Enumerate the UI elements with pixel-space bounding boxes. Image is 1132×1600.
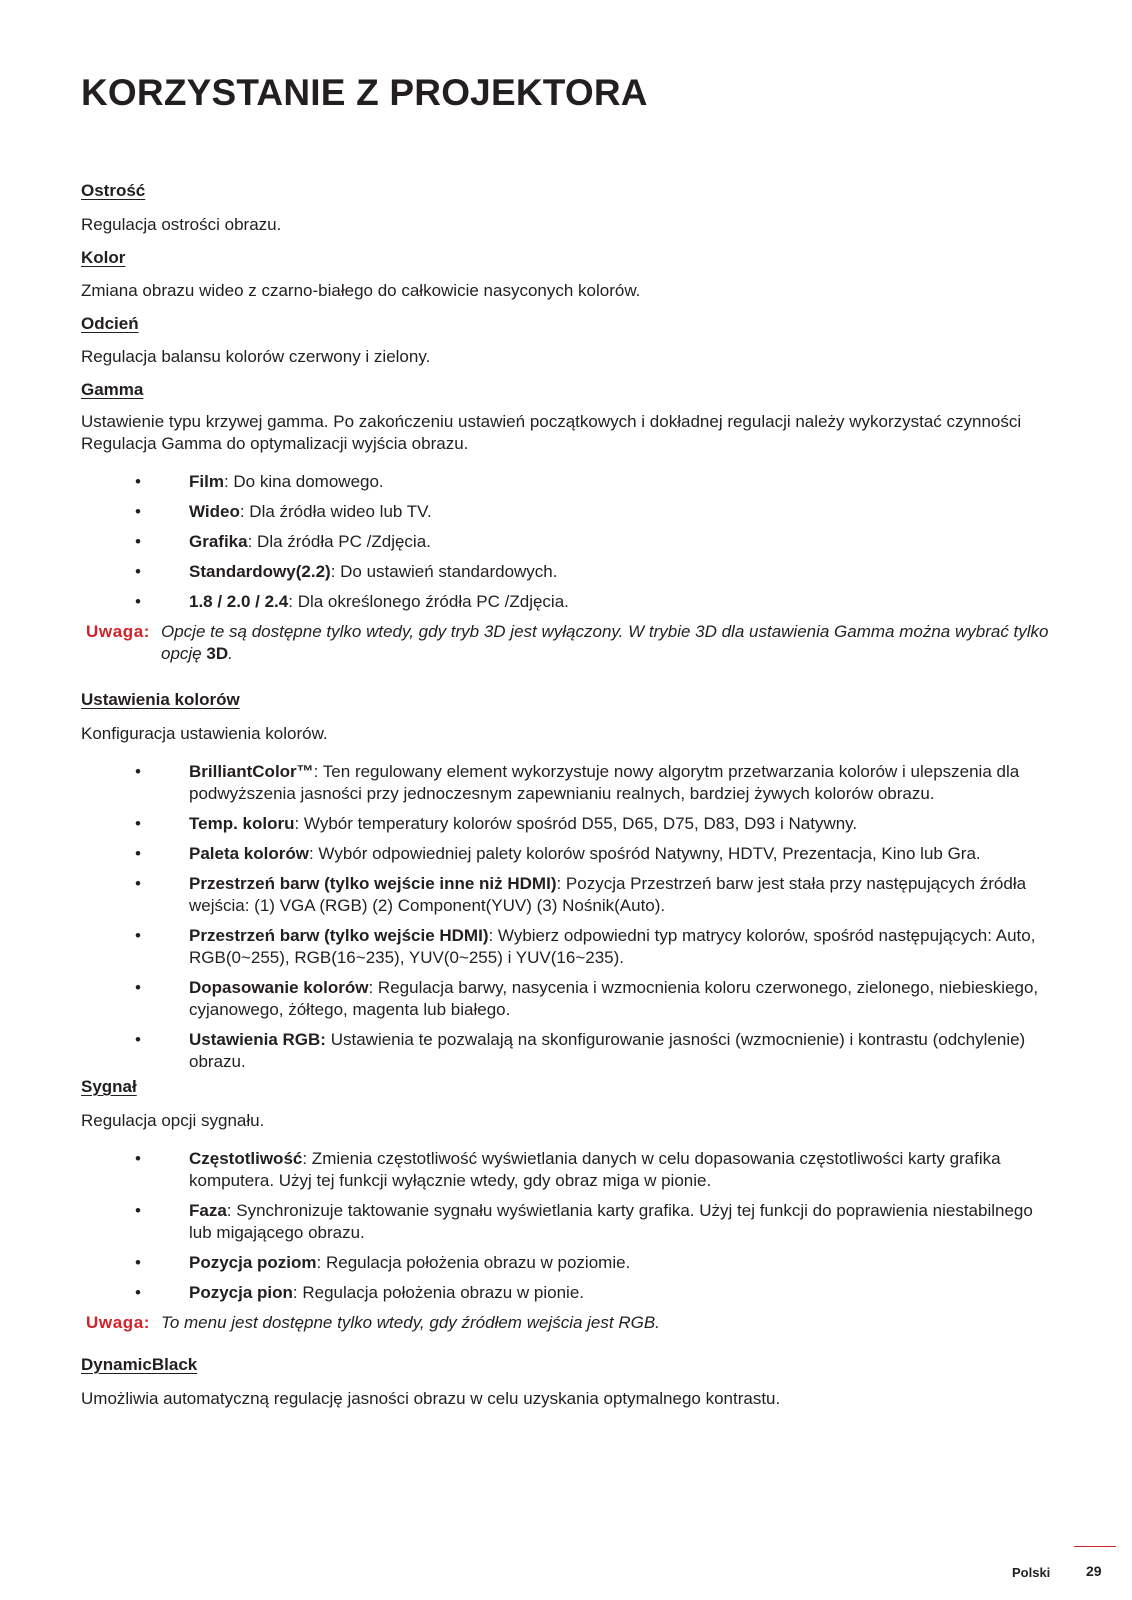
item-term: Ustawienia RGB: <box>189 1030 326 1049</box>
section-heading-odcien: Odcień <box>81 314 139 333</box>
note-label: Uwaga: <box>86 1313 151 1332</box>
item-term: Standardowy(2.2) <box>189 562 331 581</box>
list-item <box>81 873 1056 917</box>
bullet-icon: • <box>135 1253 141 1272</box>
list-item <box>81 561 1056 583</box>
section-desc-ustawienia-kolorow: Konfiguracja ustawienia kolorów. <box>81 724 328 743</box>
section-desc-ostrosc: Regulacja ostrości obrazu. <box>81 215 282 234</box>
list-item <box>81 761 1056 805</box>
item-term: Grafika <box>189 532 248 551</box>
item-text: : Wybierz odpowiedni typ matrycy kolorów, spośród następujących: Auto, RGB(0~255), RGB(16~235), YUV(0~255) i YUV(16~235). <box>189 926 1036 967</box>
note-gamma <box>81 621 1056 665</box>
section-heading-dynamicblack: DynamicBlack <box>81 1355 198 1374</box>
page-number: 29 <box>1086 1563 1102 1579</box>
note-label: Uwaga: <box>86 622 151 641</box>
bullet-icon: • <box>135 874 141 893</box>
item-term: Pozycja pion <box>189 1283 293 1302</box>
section-desc-sygnal: Regulacja opcji sygnału. <box>81 1111 265 1130</box>
bullet-icon: • <box>135 1030 141 1049</box>
item-text: : Regulacja położenia obrazu w poziomie. <box>316 1253 631 1272</box>
item-term: 1.8 / 2.0 / 2.4 <box>189 592 289 611</box>
color-settings-list <box>81 761 1056 1073</box>
bullet-icon: • <box>135 762 141 781</box>
bullet-icon: • <box>135 592 141 611</box>
bullet-icon: • <box>135 1283 141 1302</box>
bullet-icon: • <box>135 814 141 833</box>
item-text: : Zmienia częstotliwość wyświetlania danych w celu dopasowania częstotliwości karty grafika komputera. Użyj tej funkcji wyłącznie wtedy, gdy obraz miga w pionie. <box>189 1149 1001 1190</box>
item-text: : Synchronizuje taktowanie sygnału wyświetlania karty grafika. Użyj tej funkcji do poprawienia niestabilnego lub migającego obrazu. <box>189 1201 1033 1242</box>
item-text: : Wybór temperatury kolorów spośród D55, D65, D75, D83, D93 i Natywny. <box>294 814 858 833</box>
section-desc-odcien: Regulacja balansu kolorów czerwony i zielony. <box>81 347 431 366</box>
item-term: Paleta kolorów <box>189 844 309 863</box>
bullet-icon: • <box>135 844 141 863</box>
item-term: BrilliantColor™ <box>189 762 314 781</box>
bullet-icon: • <box>135 1149 141 1168</box>
section-heading-kolor: Kolor <box>81 248 126 267</box>
list-item <box>81 531 1056 553</box>
bullet-icon: • <box>135 532 141 551</box>
item-text: : Pozycja Przestrzeń barw jest stała przy następujących źródła wejścia: (1) VGA (RGB) (2) Component(YUV) (3) Nośnik(Auto). <box>189 874 1027 915</box>
section-heading-sygnal: Sygnał <box>81 1077 137 1096</box>
item-text: : Regulacja położenia obrazu w pionie. <box>292 1283 584 1302</box>
list-item <box>81 591 1056 613</box>
item-term: Dopasowanie kolorów <box>189 978 369 997</box>
bullet-icon: • <box>135 926 141 945</box>
section-heading-ostrosc: Ostrość <box>81 181 146 200</box>
item-text: : Regulacja barwy, nasycenia i wzmocnienia koloru czerwonego, zielonego, niebieskiego, cyjanowego, żółtego, magenta lub białego. <box>189 978 1039 1019</box>
bullet-icon: • <box>135 978 141 997</box>
gamma-options-list <box>81 471 1056 613</box>
list-item <box>81 977 1056 1021</box>
item-term: Częstotliwość <box>189 1149 303 1168</box>
item-term: Temp. koloru <box>189 814 295 833</box>
footer-divider <box>1074 1546 1116 1547</box>
item-text: : Do kina domowego. <box>223 472 384 491</box>
section-heading-ustawienia-kolorow: Ustawienia kolorów <box>81 690 240 709</box>
list-item <box>81 1282 1056 1304</box>
section-desc-kolor: Zmiana obrazu wideo z czarno-białego do całkowicie nasyconych kolorów. <box>81 281 641 300</box>
signal-options-list <box>81 1148 1056 1304</box>
list-item <box>81 843 1056 865</box>
item-term: Pozycja poziom <box>189 1253 317 1272</box>
section-desc-dynamicblack: Umożliwia automatyczną regulację jasności obrazu w celu uzyskania optymalnego kontrastu. <box>81 1389 781 1408</box>
page-content <box>81 180 1056 1410</box>
item-text: : Dla źródła PC /Zdjęcia. <box>247 532 431 551</box>
list-item <box>81 1200 1056 1244</box>
item-term: Film <box>189 472 224 491</box>
bullet-icon: • <box>135 502 141 521</box>
item-text: Ustawienia te pozwalają na skonfigurowanie jasności (wzmocnienie) i kontrastu (odchylenie) obrazu. <box>189 1030 1026 1071</box>
item-text: : Dla określonego źródła PC /Zdjęcia. <box>288 592 569 611</box>
list-item <box>81 501 1056 523</box>
list-item <box>81 1029 1056 1073</box>
bullet-icon: • <box>135 472 141 491</box>
section-desc-gamma: Ustawienie typu krzywej gamma. Po zakończeniu ustawień początkowych i dokładnej regulacji należy wykorzystać czynności Regulacja Gamma do optymalizacji wyjścia obrazu. <box>81 412 1022 453</box>
item-text: : Wybór odpowiedniej palety kolorów spośród Natywny, HDTV, Prezentacja, Kino lub Gra. <box>308 844 981 863</box>
list-item <box>81 1148 1056 1192</box>
item-term: Przestrzeń barw (tylko wejście inne niż HDMI) <box>189 874 557 893</box>
list-item <box>81 813 1056 835</box>
note-end: . <box>228 644 233 663</box>
note-text: To menu jest dostępne tylko wtedy, gdy źródłem wejścia jest RGB. <box>161 1313 660 1332</box>
list-item <box>81 1252 1056 1274</box>
note-text: Opcje te są dostępne tylko wtedy, gdy tryb 3D jest wyłączony. W trybie 3D dla ustawienia Gamma można wybrać tylko opcję <box>161 622 1049 663</box>
list-item <box>81 925 1056 969</box>
section-heading-gamma: Gamma <box>81 380 144 399</box>
item-term: Wideo <box>189 502 240 521</box>
item-term: Przestrzeń barw (tylko wejście HDMI) <box>189 926 489 945</box>
bullet-icon: • <box>135 562 141 581</box>
item-text: : Ten regulowany element wykorzystuje nowy algorytm przetwarzania kolorów i ulepszenia dla podwyższenia jasności przy jednoczesnym zapewnianiu realnych, bardziej żywych kolorów obrazu. <box>189 762 1020 803</box>
list-item <box>81 471 1056 493</box>
item-term: Faza <box>189 1201 227 1220</box>
footer-language: Polski <box>1012 1565 1051 1580</box>
note-sygnal <box>81 1312 1056 1334</box>
note-bold-ref: 3D <box>206 644 229 663</box>
bullet-icon: • <box>135 1201 141 1220</box>
page-title: KORZYSTANIE Z PROJEKTORA <box>81 72 648 113</box>
item-text: : Do ustawień standardowych. <box>330 562 558 581</box>
item-text: : Dla źródła wideo lub TV. <box>239 502 432 521</box>
